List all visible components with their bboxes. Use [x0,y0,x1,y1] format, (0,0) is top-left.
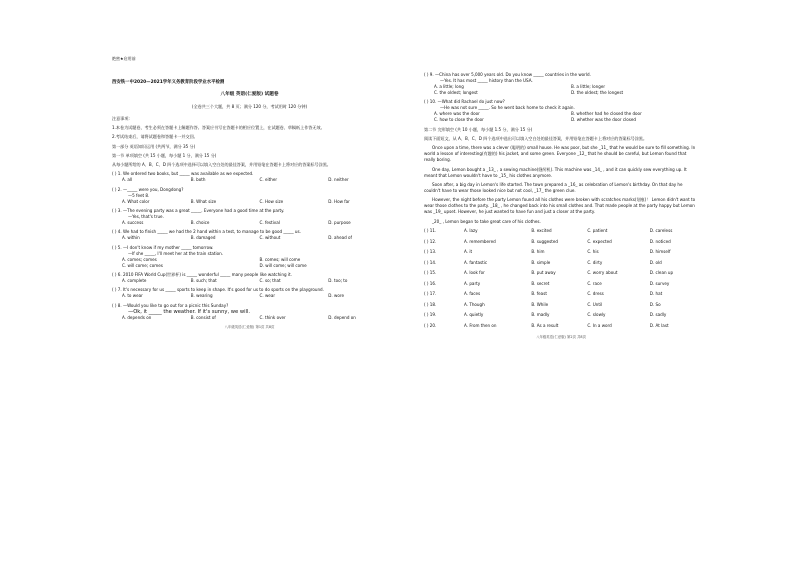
question-reply: —He was not sure _____. So he went back home to check it again. [440,105,575,111]
question-reply: —Yes, that's true. [128,213,164,219]
option[interactable]: B. While [531,301,549,307]
option[interactable]: D. neither [328,177,349,183]
question-number: ( ) 14. [424,259,437,265]
question-item [112,187,387,205]
option[interactable]: B. madly [531,312,550,318]
section1-heading: 第一节 单项填空 (共 15 小题，每小题 1 分，满分 15 分) [112,152,217,158]
option[interactable]: B. feast [531,291,547,297]
confidential-mark: 绝密★启用前 [112,56,136,61]
option[interactable]: D. the oldest; the longest [571,90,624,95]
option[interactable]: B. him [531,249,545,255]
question-stem: It's necessary for us _____ sports to keep in shape. It's good for us to do sports on the playground. [123,287,324,293]
option[interactable]: C. the oldest; longest [434,90,478,95]
options-row [424,117,698,123]
option[interactable]: A. depends on [122,314,152,320]
notes-item: 1.本卷为试题卷，考生必须在答题卡上解题作答。答案应书写在答题卡的相应位置上，在试题卷、草稿纸上作答无效。 [112,125,325,131]
question-number: ( ) 8. [112,302,122,308]
option[interactable]: B. damaged [190,235,216,241]
option[interactable]: B. excited [531,228,552,234]
option[interactable]: A. look for [464,270,485,276]
option[interactable]: D. wore [328,293,344,299]
options-row [112,177,387,183]
question-stem: —Would you like to go out for a picnic this Sunday? [123,302,229,308]
question-item [112,245,387,269]
option[interactable]: D. too; to [328,278,348,284]
options-row [424,90,698,96]
option[interactable]: C. so; that [259,278,281,284]
option[interactable]: B. As a result [531,322,559,328]
cloze-row [424,323,698,334]
question-stem: —The evening party was a great _____. Everyone had a good time at the party. [123,207,285,213]
option[interactable]: B. choice [190,219,210,225]
option[interactable]: A. faces [464,291,481,297]
question-item [112,272,387,284]
options-row [112,278,387,284]
option[interactable]: B. a little; longer [571,84,606,89]
cloze-paragraph: One day, Lemon bought a _13_ , a sewing machine(缝纫机). This machine was _14_ , and it can quickly sew everything up. It meant that Lemon wouldn't have to _15_ his clothes anymore. [424,166,687,178]
cloze-paragraph: Once upon a time, there was a clever (聪明的) small house. He was poor, but she _11_ that he would be sure to fill something. In world a lesson of interesting(有趣的) his jacket, and some green. Everyone _12_ that he should be careful, but Lemon found that really boring. [424,145,696,163]
question-number: ( ) 1. [112,171,122,177]
cloze-row [424,302,698,313]
question-number: ( ) 19. [424,312,437,318]
option[interactable]: D. old [649,259,662,265]
options-row [112,263,387,269]
question-item [424,72,698,96]
option[interactable]: A. all [122,177,133,183]
question-item [424,99,698,123]
cloze-options-table [424,228,698,333]
question-number: ( ) 20. [424,322,437,328]
option[interactable]: B. whether had he closed the door [571,111,642,117]
option[interactable]: A. remembered [464,238,496,244]
page-footer: 八年级英语(仁爱版) 第1页 共8页 [224,325,275,330]
option[interactable]: D. will come; will come [259,262,307,268]
right-column [424,72,698,340]
option[interactable]: C. expected [587,238,612,244]
question-stem: —I don't know if my mother _____ tomorrow. [123,244,214,250]
question-stem: —_____ were you, Dongdong? [123,186,184,192]
option[interactable]: C. either [259,177,278,183]
option[interactable]: D. At last [649,322,669,328]
option[interactable]: C. without [259,235,281,241]
question-item [112,303,387,321]
question-number: ( ) 7. [112,287,122,293]
option[interactable]: B. such; that [190,278,217,284]
options-row [112,315,387,321]
option[interactable]: C. slowly [587,312,606,318]
option[interactable]: D. careless [649,228,673,234]
option[interactable]: C. dress [587,291,604,297]
option[interactable]: D. ahead of [328,235,352,241]
question-item [112,171,387,183]
cloze-row [424,312,698,323]
exam-title: 西安铁一中2020—2021学年义务教育阶段学业水平检测 [112,80,225,85]
question-item [112,208,387,226]
question-stem: We had to finish _____ we had the 2 hand within a test, to manage to be good _____ us. [123,229,301,235]
question-number: ( ) 9. [424,72,434,77]
question-number: ( ) 6. [112,272,122,278]
option[interactable]: B. secret [531,280,550,286]
option[interactable]: A. complete [122,278,147,284]
option[interactable]: A. party [464,280,481,286]
option[interactable]: A. comes; comes [122,256,157,262]
question-number: ( ) 10. [424,99,437,105]
cloze-paragraph: However, the night before the party Lemon found all his clothes were broken with scratches marks(划痕)！ Lemon didn't want to wear those clothes to the party. _18_ , he changed back into his small clothes and. That made people at the party happy but Lemon was _19_ upset. However, he just wanted to have fun and just a closer at the party. [424,197,696,215]
notes-item: 2.考试结束后，请将试题卷和答题卡一并交回。 [112,134,198,140]
question-number: ( ) 5. [112,244,122,250]
question-number: ( ) 4. [112,229,122,235]
options-row [112,199,387,205]
question-stem: 2010 FIFA World Cup(世界杯) is _____ wonderful _____ many people like watching it. [123,272,292,278]
question-number: ( ) 15. [424,270,437,276]
question-stem: —What did Rachael do just now? [437,99,505,105]
question-number: ( ) 18. [424,301,437,307]
question-reply: —5 feet 8. [128,192,150,198]
option[interactable]: D. noticed [649,238,671,244]
option[interactable]: A. within [122,235,140,241]
option[interactable]: B. comes; will come [259,256,301,262]
option[interactable]: C. In a word [587,322,612,328]
option[interactable]: D. hat [649,291,663,297]
option[interactable]: C. Until [587,301,603,307]
option[interactable]: C. patient [587,228,608,234]
cloze-row [424,281,698,292]
cloze-row [424,228,698,239]
option[interactable]: D. whether was the door closed [571,117,636,123]
question-number: ( ) 13. [424,249,437,255]
option[interactable]: C. his [587,249,599,255]
option[interactable]: A. it [464,249,473,255]
question-item [112,287,387,299]
cloze-paragraph: Soon after, a big day in Lemon's life started. The town prepared a _16_ as celebration of Lemon's birthday. On that day he couldn't have to wear those looked nice but not cool, _17_ the green clue. [424,181,683,193]
option[interactable]: A. where was the door [434,111,480,117]
question-number: ( ) 17. [424,291,437,297]
question-number: ( ) 16. [424,280,437,286]
section1-instruction: 从每小题所给的 A、B、C、D 四个选项中选择可以填入空白处的最佳答案，并用铅笔在答题卡上将对应的答案标号涂黑。 [112,161,331,167]
option[interactable]: A. From then on [464,322,497,328]
option[interactable]: B. put away [531,270,556,276]
left-column [112,56,387,330]
option[interactable]: D. clean up [649,270,674,276]
option[interactable]: B. What size [190,198,217,204]
part1-heading: 第一部分 英语知识运用 (共两节，满分 35 分) [112,143,196,149]
option[interactable]: B. wearing [190,293,213,299]
option[interactable]: C. think over [259,314,286,320]
option[interactable]: C. wear [259,293,276,299]
option[interactable]: A. Though [464,301,485,307]
cloze-paragraph: _20_ , Lemon began to take great care of his clothes. [432,218,541,224]
question-number: ( ) 2. [112,186,122,192]
option[interactable]: A. a little; long [434,84,464,89]
option[interactable]: A. to wear [122,293,143,299]
question-item [112,229,387,241]
options-row [112,293,387,299]
option[interactable]: A. fantastic [464,259,488,265]
option[interactable]: D. sadly [649,312,667,318]
question-stem: —China has over 5,000 years old. Do you know _____ countries in the world. [435,72,591,77]
option[interactable]: A. lazy [464,228,478,234]
options-row [112,220,387,226]
option[interactable]: D. purpose [328,219,351,225]
option[interactable]: C. dirty [587,259,603,265]
cloze-row [424,260,698,271]
section2-heading: 第二节 完形填空 (共 10 小题，每小题 1.5 分，满分 15 分) [424,126,533,132]
option[interactable]: D. survey [649,280,670,286]
option[interactable]: C. worry about [587,270,618,276]
cloze-row [424,249,698,260]
notes-heading: 注意事项: [112,116,130,121]
option[interactable]: D. So [649,301,661,307]
question-reply: —Yes. It has most _____ history than the USA. [440,78,533,83]
question-reply: —Ok, it _____ the weather. If it's sunny, we will. [128,308,251,315]
option[interactable]: C. will come; comes [122,262,163,268]
question-reply: —If she _____, I'll meet her at the train station. [128,250,224,256]
question-number: ( ) 11. [424,228,437,234]
cloze-row [424,291,698,302]
option[interactable]: A. quietly [464,312,484,318]
option[interactable]: A. success [122,219,144,225]
option[interactable]: D. himself [649,249,671,255]
exam-subtitle: 八年级 英语(仁爱版) 试题卷 [220,92,279,97]
option[interactable]: C. How size [259,198,284,204]
option[interactable]: C. how to close the door [434,117,484,123]
option[interactable]: B. consist of [190,314,216,320]
section2-instruction: 阅读下面短文，从 A、B、C、D 四个选项中选出可以填入空白处的最佳答案，并用铅笔在答题卡上将对应的答案标号涂黑。 [424,135,647,141]
option[interactable]: B. simple [531,259,551,265]
page-footer: 八年级英语(仁爱版) 第2页 共8页 [536,335,586,340]
option[interactable]: D. depend on [328,314,356,320]
option[interactable]: D. How far [328,198,350,204]
option[interactable]: C. festival [259,219,280,225]
option[interactable]: B. suggested [531,238,559,244]
question-stem: We ordered two books, but _____ was available as we expected. [123,171,254,177]
option[interactable]: A. What color [122,198,150,204]
exam-timing: (全卷共三个大题，共 8 页；满分 120 分，考试用时 120 分钟) [191,104,308,109]
options-row [112,235,387,241]
cloze-row [424,270,698,281]
question-number: ( ) 3. [112,207,122,213]
option[interactable]: B. both [190,177,206,183]
cloze-row [424,239,698,250]
question-number: ( ) 12. [424,238,437,244]
option[interactable]: C. race [587,280,602,286]
